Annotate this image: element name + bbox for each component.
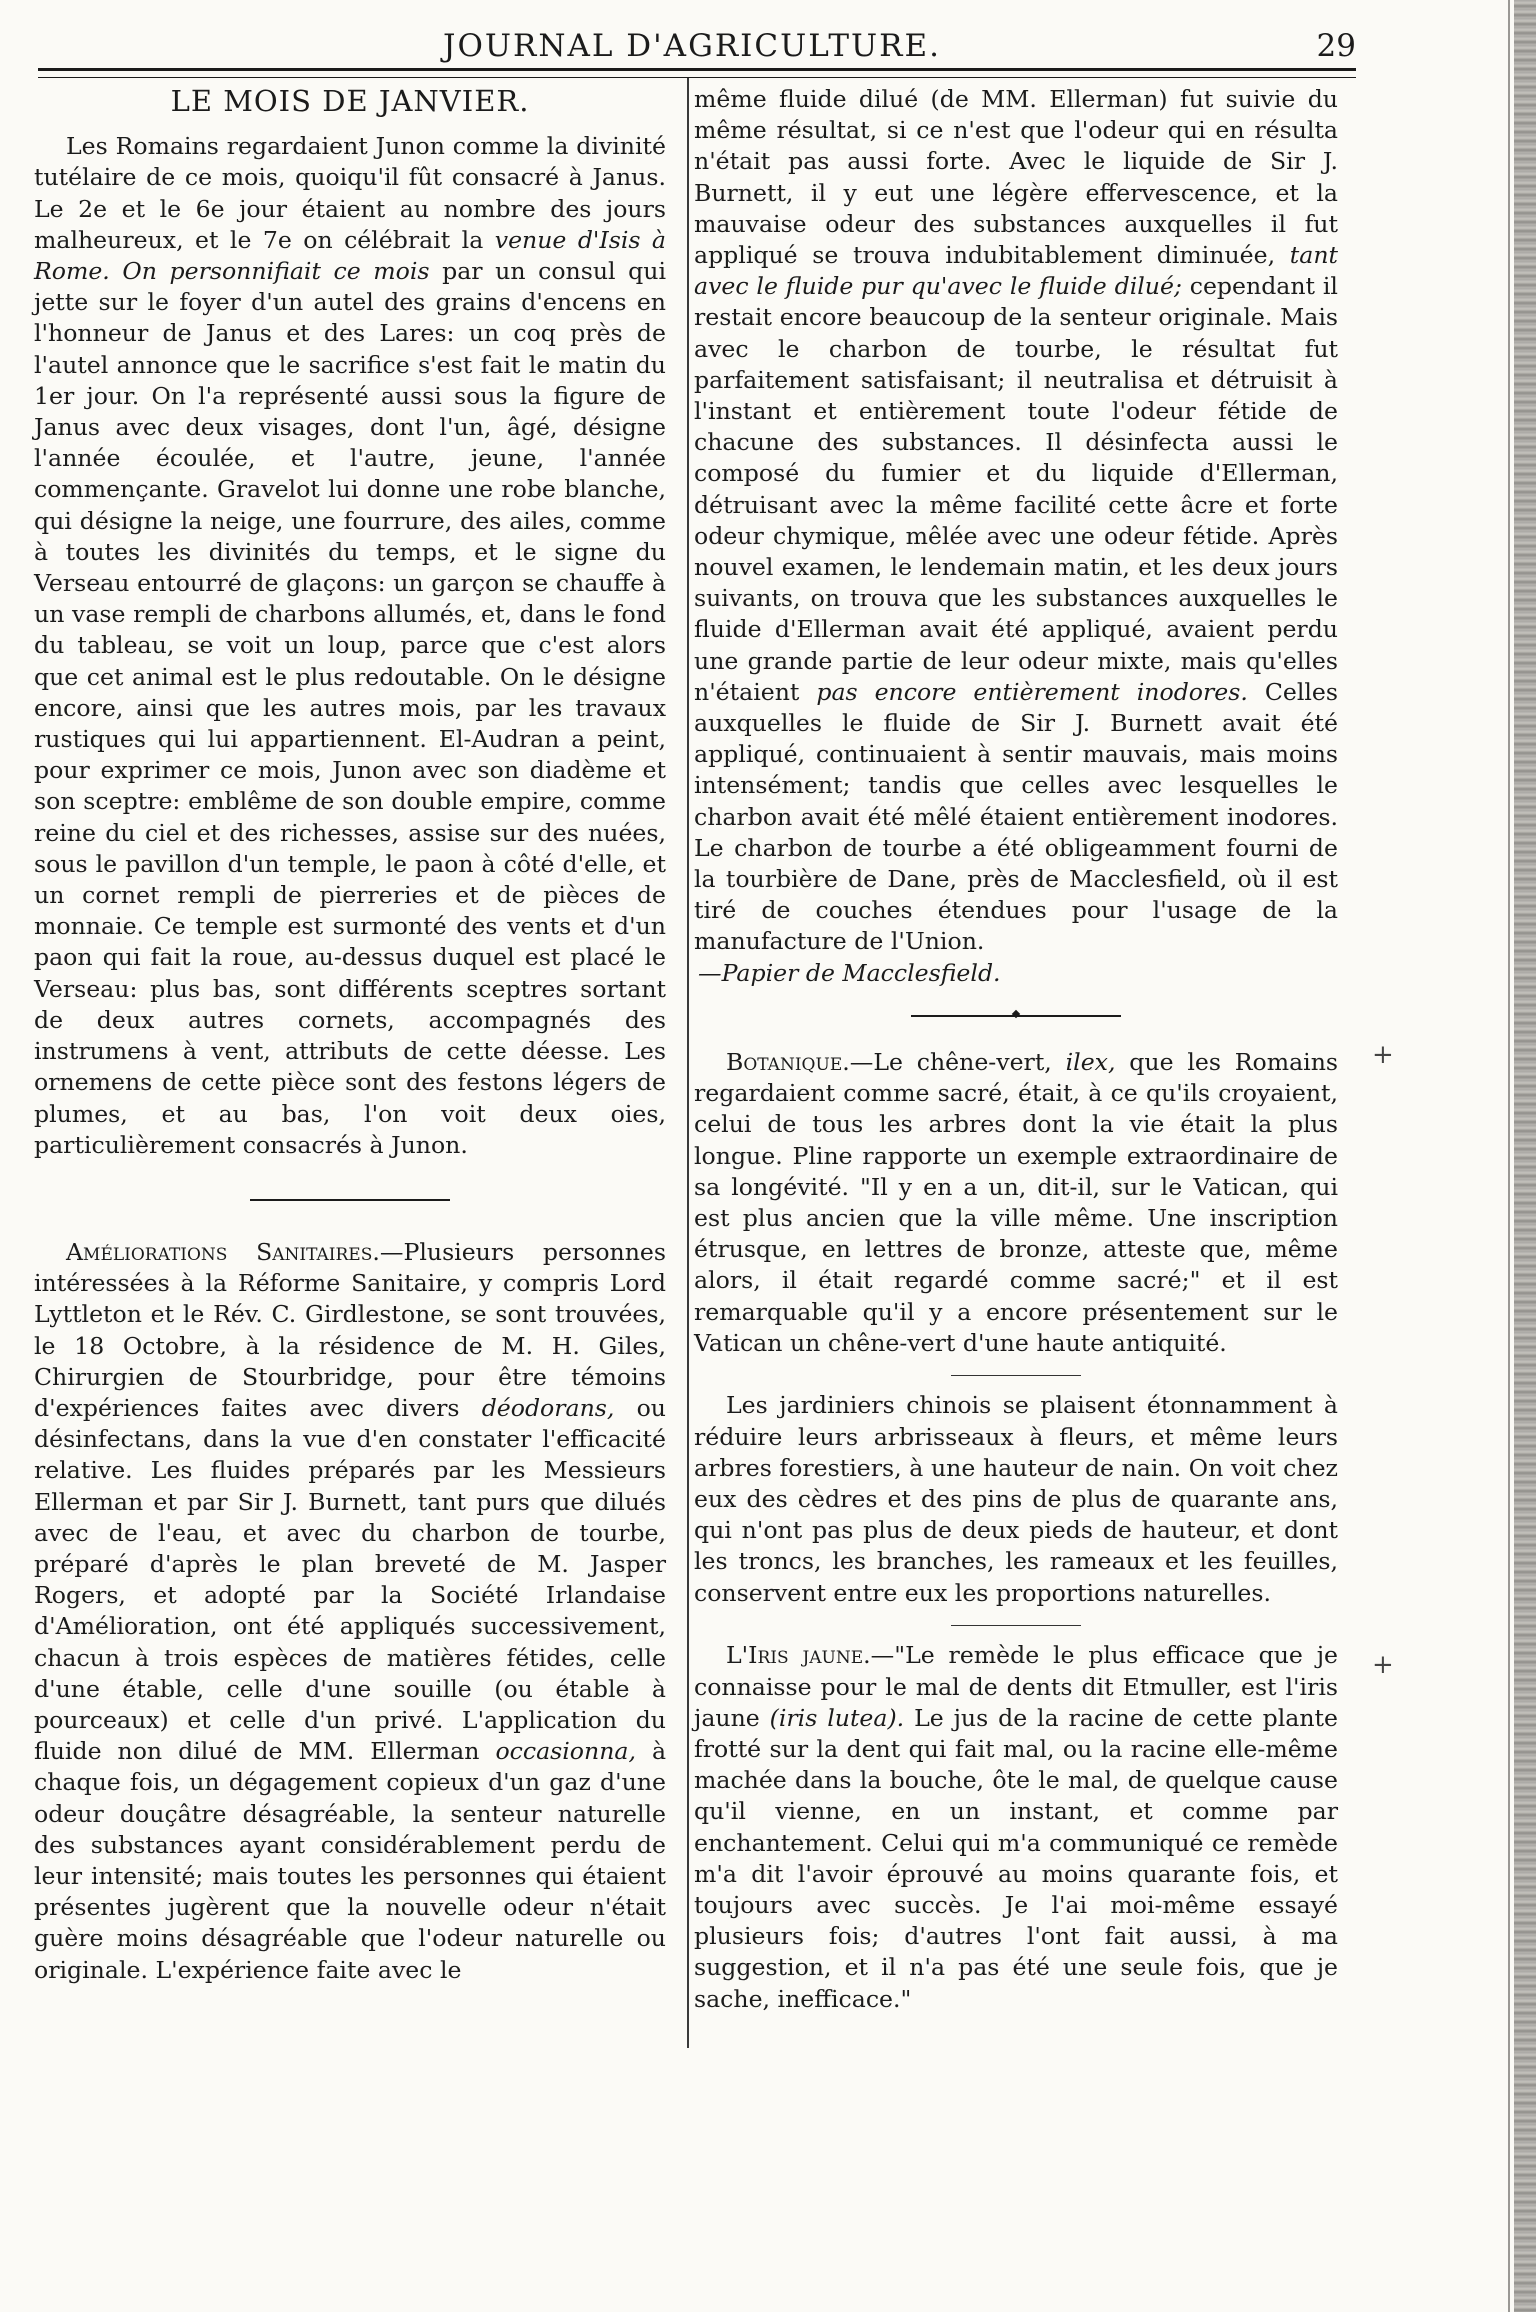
sanitaires-cont-italic: tant avec le fluide pur qu'avec le fluide dilué; — [694, 241, 1338, 301]
sanitaires-cont-c: Celles auxquelles le fluide de Sir J. Burnett avait été appliqué, continuaient à sentir mauvais, mais moins intensément; tandis que celles avec lesquelles le charbon avait été mêlé étaient entièrement inodores. Le charbon de tourbe a été obligeamment fourni de la tourbière de Dane, près de Macclesfield, où il est tiré de couches étendues pour l'usage de la manufacture de l'Union. — [694, 677, 1339, 956]
right-column — [694, 84, 1338, 2015]
sanitaires-cont-italic2: pas encore entièrement inodores. — [816, 677, 1248, 706]
sanitaires-cont-b: cependant il restait encore beaucoup de la senteur originale. Mais avec le charbon de tourbe, le résultat fut parfaitement satisfaisant; il neutralisa et détruisit à l'instant et entièrement toute l'odeur fétide de chacune des substances. Il désinfecta aussi le composé du fumier et du liquide d'Ellerman, détruisant avec la même facilité cette âcre et forte odeur chymique, mêlée avec une odeur fétide. Après nouvel examen, le lendemain matin, et les deux jours suivants, on trouva que les substances auxquelles le fluide d'Ellerman avait été appliqué, avaient perdu une grande partie de leur odeur mixte, mais qu'elles n'étaient — [694, 272, 1338, 706]
section-separator — [250, 1199, 450, 1201]
binding-edge — [1514, 0, 1536, 2312]
article-title-janvier: LE MOIS DE JANVIER. — [170, 84, 530, 118]
column-divider — [687, 78, 689, 2048]
janvier-italic: venue d'Isis à Rome. On personnifiait ce mois — [34, 225, 666, 286]
article-body-iris — [694, 1640, 1338, 2014]
article-body-botanique — [694, 1047, 1338, 1359]
sanitaires-heading: Améliorations Sanitaires. — [66, 1237, 380, 1266]
botanique-text-b: que les Romains regardaient comme sacré, était, à ce qu'ils croyaient, celui de tous les arbres dont la vie était la plus longue. Pline rapporte un exemple extraordinaire de sa longévité. "Il y en a un, dit-il, sur le Vatican, qui est plus ancien que la ville même. Une inscription étrusque, en lettres de bronze, atteste que, même alors, il était regardé comme sacré;" et il est remarquable qu'il y a encore présentement sur le Vatican un chêne-vert d'une haute antiquité. — [694, 1047, 1339, 1357]
article-body-sanitaires-continued — [694, 84, 1338, 958]
left-column — [34, 84, 666, 1986]
sanitaires-italic-b: occasionna, — [495, 1737, 636, 1766]
margin-mark-icon: + — [1372, 1040, 1394, 1070]
botanique-text-a: —Le chêne-vert, — [849, 1047, 1052, 1076]
article-body-janvier — [34, 131, 666, 1161]
source-text: —Papier de Macclesfield. — [698, 958, 1001, 987]
botanique-ilex: ilex, — [1065, 1047, 1116, 1076]
iris-heading: L'Iris jaune. — [726, 1641, 871, 1670]
page-edge-line — [1508, 0, 1510, 2312]
short-separator — [951, 1375, 1081, 1377]
sanitaires-text-a: —Plusieurs personnes intéressées à la Réforme Sanitaire, y compris Lord Lyttleton et le Rév. C. Girdlestone, se sont trouvées, le 18 Octobre, à la résidence de M. H. Giles, Chirurgien de Stourbridge, pour être témoins d'expériences faites avec divers — [34, 1237, 666, 1422]
page-number: 29 — [1316, 28, 1356, 64]
sanitaires-cont-a: même fluide dilué (de MM. Ellerman) fut suivie du même résultat, si ce n'est que l'odeur qui en résulta n'était pas aussi forte. Avec le liquide de Sir J. Burnett, il y eut une légère effervescence, et la mauvaise odeur des substances auxquelles il fut appliqué se trouva indubitablement diminuée, — [694, 85, 1338, 270]
article-body-sanitaires — [34, 1237, 666, 1986]
botanique-heading: Botanique. — [726, 1047, 850, 1076]
iris-text-a: —"Le remède le plus efficace que je connaisse pour le mal de dents dit Etmuller, est l'iris jaune — [694, 1641, 1338, 1732]
margin-mark-icon: + — [1372, 1650, 1394, 1680]
sanitaires-text-c: à chaque fois, un dégagement copieux d'un gaz d'une odeur douçâtre désagréable, la senteur naturelle des substances ayant considérablement perdu de leur intensité; mais toutes les personnes qui étaient présentes jugèrent que la nouvelle odeur n'était guère moins désagréable que l'odeur naturelle ou originale. L'expérience faite avec le — [34, 1737, 667, 1984]
janvier-text-1: Les Romains regardaient Junon comme la divinité tutélaire de ce mois, quoiqu'il fût consacré à Janus. Le 2e et le 6e jour étaient au nombre des jours malheureux, et le 7e on célébrait la — [34, 132, 666, 254]
iris-text-b: Le jus de la racine de cette plante frotté sur la dent qui fait mal, ou la racine elle-même machée dans la bouche, ôte le mal, de quelque cause qu'il vienne, en un instant, et comme par enchantement. Celui qui m'a communiqué ce remède m'a dit l'avoir éprouvé au moins quarante fois, et toujours avec succès. Je l'ai moi-même essayé plusieurs fois; d'autres l'ont fait aussi, à ma suggestion, et il n'a pas été une seule fois, que je sache, inefficace." — [694, 1703, 1338, 2013]
running-title: JOURNAL D'AGRICULTURE. — [443, 28, 941, 64]
header-double-rule — [38, 68, 1356, 78]
janvier-text-2: par un consul qui jette sur le foyer d'un autel des grains d'encens en l'honneur de Janus et des Lares: un coq près de l'autel annonce que le sacrifice s'est fait le matin du 1er jour. On l'a représenté aussi sous la figure de Janus avec deux visages, dont l'un, âgé, désigne l'année écoulée, et l'autre, jeune, l'année commençante. Gravelot lui donne une robe blanche, qui désigne la neige, une fourrure, des ailes, comme à toutes les divinités du temps, et le signe du Verseau entourré de glaçons: un garçon se chauffe à un vase rempli de charbons allumés, et, dans le fond du tableau, se voit un loup, parce que c'est alors que cet animal est le plus redoutable. On le désigne encore, ainsi que les autres mois, par les travaux rustiques qui lui appartiennent. El-Audran a peint, pour exprimer ce mois, Junon avec son diadème et son sceptre: emblême de son double empire, comme reine du ciel et des richesses, assise sur des nuées, sous le pavillon d'un temple, le paon à côté d'elle, et un cornet rempli de pierreries et de pièces de monnaie. Ce temple est surmonté des vents et d'un paon qui fait la roue, au-dessus duquel est placé le Verseau: plus bas, sont différents sceptres sortant de deux autres cornets, accompagnés des instrumens à vent, attributs de cette déesse. Les ornemens de cette pièce sont des festons légers de plumes, et au bas, l'on voit deux oies, particulièrement consacrés à Junon. — [34, 257, 667, 1159]
short-separator-2 — [951, 1625, 1081, 1627]
sanitaires-text-b: ou désinfectans, dans la vue d'en constater l'efficacité relative. Les fluides préparés par les Messieurs Ellerman et par Sir J. Burnett, tant purs que dilués avec de l'eau, et avec du charbon de tourbe, préparé d'après le plan breveté de M. Jasper Rogers, et adopté par la Société Irlandaise d'Amélioration, ont été appliqués successivement, chacun à trois espèces de matières fétides, celle d'une étable, celle d'une souille (ou étable à pourceaux) et celle d'un privé. L'application du fluide non dilué de MM. Ellerman — [34, 1393, 666, 1766]
iris-latin: (iris lutea). — [769, 1703, 905, 1732]
sanitaires-italic-a: déodorans, — [481, 1393, 615, 1422]
article-source — [694, 958, 1338, 989]
section-separator-ornament — [911, 1015, 1121, 1017]
page-header — [28, 22, 1356, 70]
article-body-jardiniers: Les jardiniers chinois se plaisent étonnamment à réduire leurs arbrisseaux à fleurs, et même leurs arbres forestiers, à une hauteur de nain. On voit chez eux des cèdres et des pins de plus de quarante ans, qui n'ont pas plus de deux pieds de hauteur, et dont les troncs, les branches, les rameaux et les feuilles, conservent entre eux les proportions naturelles. — [694, 1391, 1338, 1607]
